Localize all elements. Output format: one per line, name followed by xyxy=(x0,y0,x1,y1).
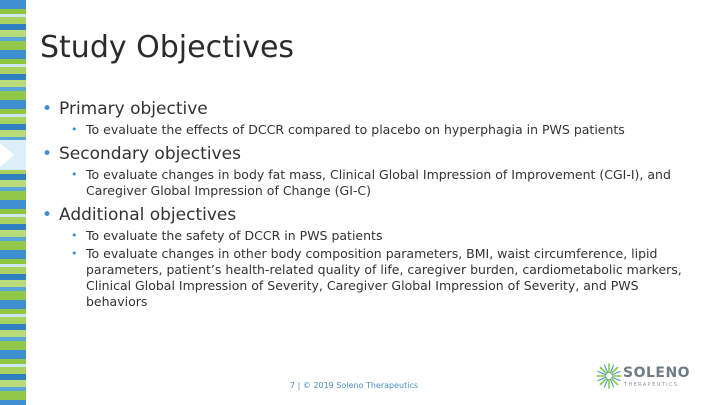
logo-tagline: THERAPEUTICS xyxy=(624,382,679,388)
objective-detail xyxy=(71,167,682,199)
sidebar-arrow-icon xyxy=(0,143,14,167)
bullet-icon: • xyxy=(71,247,78,260)
bullet-icon: • xyxy=(71,229,78,242)
bullet-icon: • xyxy=(71,168,78,181)
company-logo xyxy=(596,363,696,391)
decorative-sidebar xyxy=(0,0,26,405)
objectives-list xyxy=(42,98,682,310)
objective-detail-text: To evaluate the effects of DCCR compared to placebo on hyperphagia in PWS patients xyxy=(86,122,625,137)
objective-heading-text: Additional objectives xyxy=(59,205,237,225)
objective-detail-text: To evaluate the safety of DCCR in PWS patients xyxy=(86,228,383,243)
objective-detail xyxy=(71,122,682,138)
objective-detail-text: To evaluate changes in body fat mass, Clinical Global Impression of Improvement (CGI-I), and Caregiver Global Impression of Change (GI-C) xyxy=(86,167,671,198)
objective-heading-text: Primary objective xyxy=(59,99,208,119)
bullet-icon: • xyxy=(42,99,53,119)
objective-heading xyxy=(42,143,682,165)
soleno-mark-icon xyxy=(596,363,622,389)
slide-title: Study Objectives xyxy=(40,30,295,65)
objective-heading xyxy=(42,204,682,226)
objective-detail xyxy=(71,246,682,310)
objective-detail-text: To evaluate changes in other body composition parameters, BMI, waist circumference, lipid parameters, patient’s health-related quality of life, caregiver burden, cardiometabolic markers, Clinical Global Impression of Severity, Caregiver Global Impression of Severity, and PWS behaviors xyxy=(86,246,682,309)
objective-heading-text: Secondary objectives xyxy=(59,144,241,164)
bullet-icon: • xyxy=(42,205,53,225)
objective-heading xyxy=(42,98,682,120)
logo-name: SOLENO xyxy=(623,365,691,381)
slide-footer: 7 | © 2019 Soleno Therapeutics xyxy=(290,381,419,390)
bullet-icon: • xyxy=(71,123,78,136)
bullet-icon: • xyxy=(42,144,53,164)
objective-detail xyxy=(71,228,682,244)
